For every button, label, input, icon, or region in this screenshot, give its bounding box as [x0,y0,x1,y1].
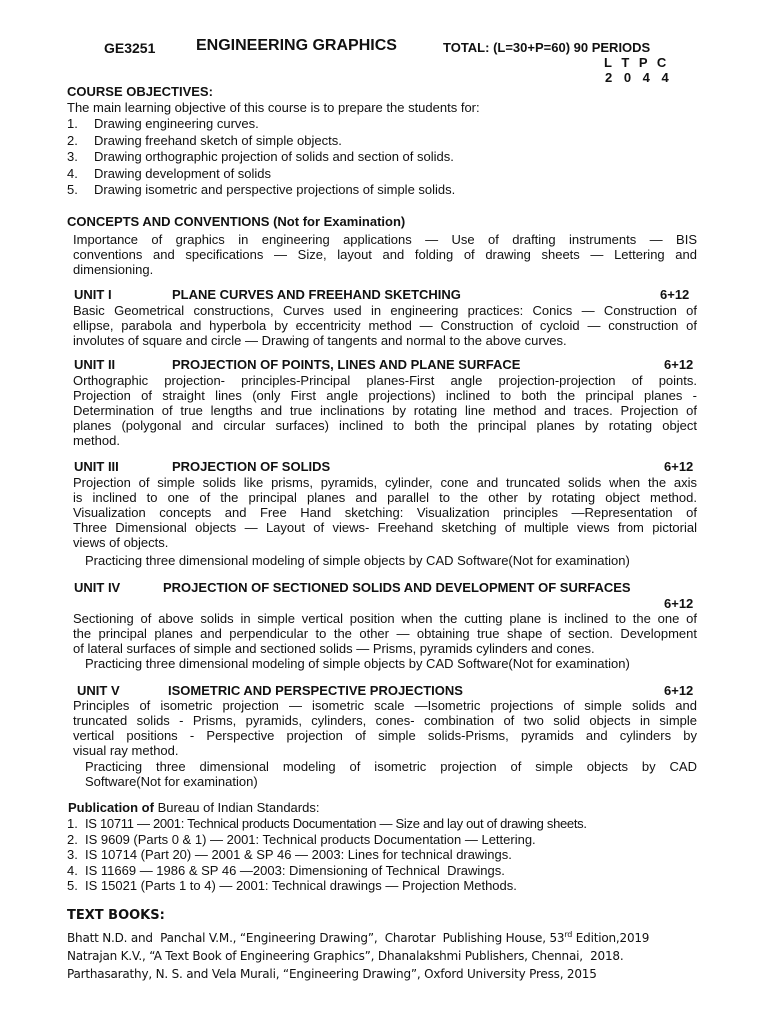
list-item: 1. Drawing engineering curves. [67,116,259,131]
objectives-heading: COURSE OBJECTIVES: [67,84,213,99]
objectives-list [67,116,455,199]
unit-2-hours: 6+12 [664,357,694,372]
ltpc-values: 2 0 4 4 [605,70,669,85]
unit-1-body: Basic Geometrical constructions, Curves used in engineering practices: Conics — Construction of ellipse, parabola and hyperbola by eccentricity method — Construction of cycloid — construction of involutes of square and circle — Drawing of tangents and normal to the above curves. [73,303,697,348]
textbooks-list [67,926,649,983]
unit-1-label: UNIT I [74,287,112,302]
unit-5-practice: Practicing three dimensional modeling of isometric projection of simple objects by CAD Software(Not for examination) [85,759,697,789]
unit-3-title: PROJECTION OF SOLIDS [172,459,331,474]
list-item: 3. IS 10714 (Part 20) — 2001 & SP 46 — 2003: Lines for technical drawings. [67,847,512,862]
unit-4-body: Sectioning of above solids in simple vertical position when the cutting plane is inclined to the one of the principal planes and perpendicular to the other — obtaining true shape of section. Development of lateral surfaces of simple and sectioned solids — Prisms, pyramids cylinders and cones. [73,611,697,656]
unit-5-body: Principles of isometric projection — isometric scale —Isometric projections of simple solids and truncated solids - Prisms, pyramids, cylinders, cones- combination of two solid objects in simple vertical positions - Perspective projection of simple solids-Prisms, pyramids and cylinders by visual ray method. [73,698,697,758]
unit-4-practice: Practicing three dimensional modeling of simple objects by CAD Software(Not for examination) [85,656,630,671]
list-item: 4. Drawing development of solids [67,165,272,181]
publication-list [67,816,587,894]
unit-5-title: ISOMETRIC AND PERSPECTIVE PROJECTIONS [168,683,463,698]
course-title: ENGINEERING GRAPHICS [196,37,397,54]
total-periods: TOTAL: (L=30+P=60) 90 PERIODS [443,40,651,55]
textbooks-heading: TEXT BOOKS: [67,908,165,923]
unit-1-hours: 6+12 [660,287,690,302]
unit-3-practice: Practicing three dimensional modeling of simple objects by CAD Software(Not for examination) [85,553,630,568]
unit-2-title: PROJECTION OF POINTS, LINES AND PLANE SURFACE [172,357,521,372]
list-item: 3. Drawing orthographic projection of solids and section of solids. [67,149,454,164]
concepts-paragraph: Importance of graphics in engineering applications — Use of drafting instruments — BIS conventions and specifications — Size, layout and folding of drawing sheets — Lettering and dimensioning. [73,232,697,277]
objectives-intro: The main learning objective of this course is to prepare the students for: [67,100,480,115]
unit-4-title: PROJECTION OF SECTIONED SOLIDS AND DEVELOPMENT OF SURFACES [163,580,631,595]
list-item: Parthasarathy, N. S. and Vela Murali, “Engineering Drawing”, Oxford University Press, 2015 [67,967,597,981]
list-item: Natrajan K.V., “A Text Book of Engineering Graphics”, Dhanalakshmi Publishers, Chennai, 2018. [67,949,624,963]
unit-2-label: UNIT II [74,357,116,372]
list-item: 2. Drawing freehand sketch of simple objects. [67,132,342,148]
publication-heading: Publication of Bureau of Indian Standards: [68,800,320,815]
list-item: 4. IS 11669 — 1986 & SP 46 —2003: Dimensioning of Technical Drawings. [67,862,505,878]
ltpc-labels: L T P C [604,55,667,70]
unit-1-title: PLANE CURVES AND FREEHAND SKETCHING [172,287,461,302]
unit-5-label: UNIT V [77,683,120,698]
list-item: 5. IS 15021 (Parts 1 to 4) — 2001: Technical drawings — Projection Methods. [67,878,517,893]
unit-2-body: Orthographic projection- principles-Principal planes-First angle projection-projection of points. Projection of straight lines (only First angle projections) inclined to both the principal planes - Determination of true lengths and true inclinations by rotating line method and traces. Projection of planes (polygonal and circular surfaces) inclined to both the principal planes by rotating object method. [73,373,697,448]
list-item: 5. Drawing isometric and perspective projections of simple solids. [67,182,456,197]
list-item: Bhatt N.D. and Panchal V.M., “Engineering Drawing”, Charotar Publishing House, 53rd Edition,2019 [67,930,650,945]
unit-3-label: UNIT III [74,459,119,474]
list-item: 2. IS 9609 (Parts 0 & 1) — 2001: Technical products Documentation — Lettering. [67,831,536,847]
list-item: 1. IS 10711 — 2001: Technical products Documentation — Size and lay out of drawing sheets. [67,816,587,831]
unit-5-hours: 6+12 [664,683,694,698]
course-code: GE3251 [104,40,156,56]
unit-3-body: Projection of simple solids like prisms, pyramids, cylinder, cone and truncated solids when the axis is inclined to one of the principal planes and parallel to the other by rotating object method. Visualization concepts and Free Hand sketching: Visualization principles —Representation of Three Dimensional objects — Layout of views- Freehand sketching of multiple views from pictorial views of objects. [73,475,697,550]
unit-3-hours: 6+12 [664,459,694,474]
unit-4-label: UNIT IV [74,580,121,595]
concepts-heading: CONCEPTS AND CONVENTIONS (Not for Examination) [67,214,406,229]
unit-4-hours: 6+12 [664,596,694,611]
